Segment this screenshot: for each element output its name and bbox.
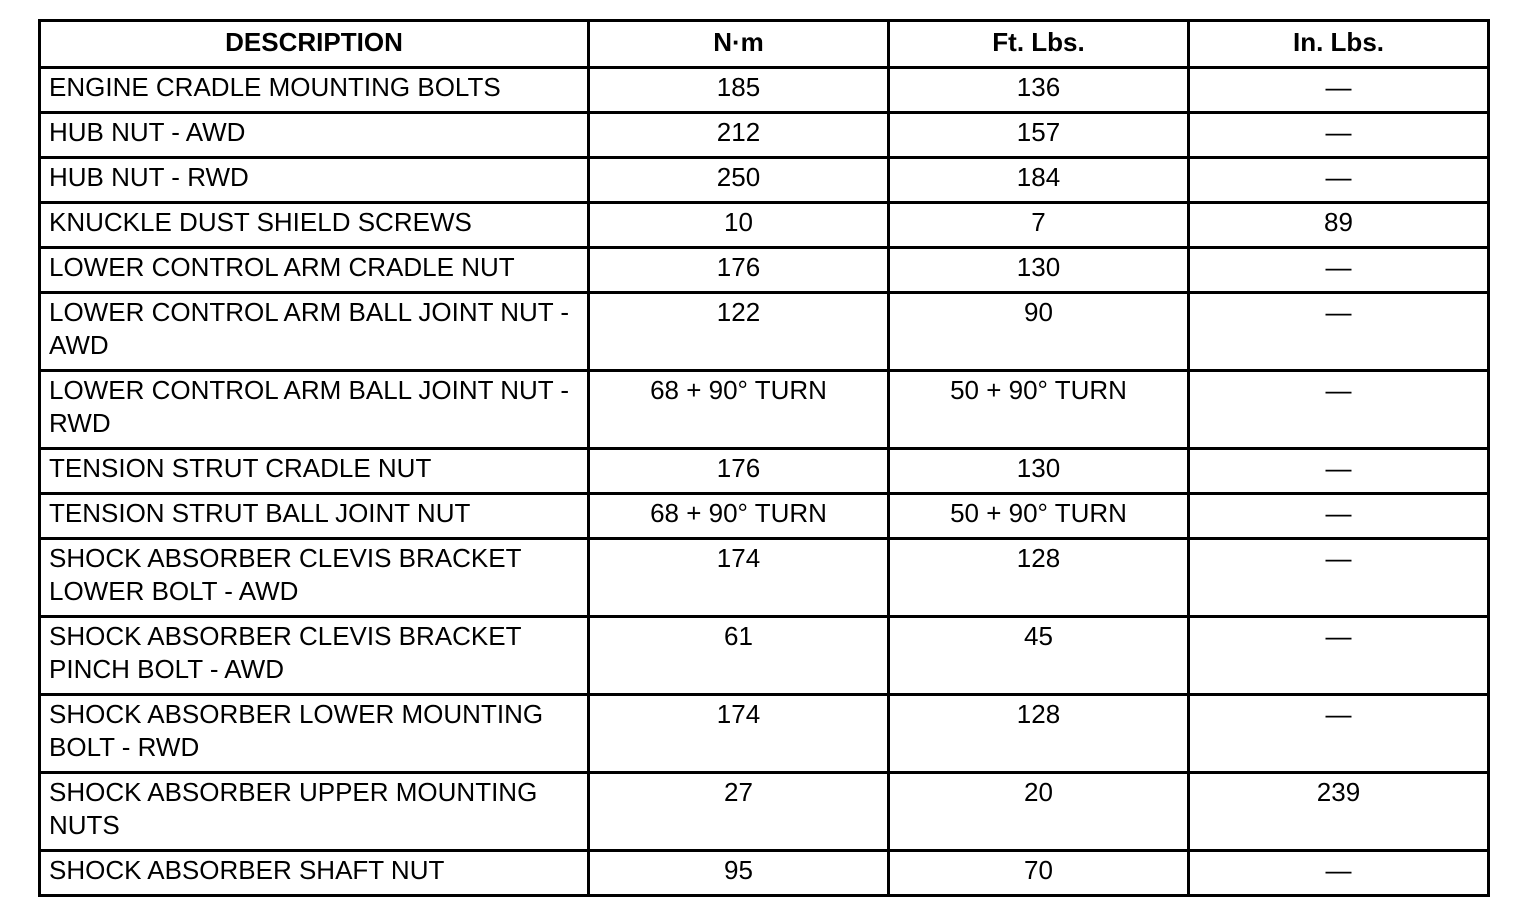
cell-description: TENSION STRUT CRADLE NUT [40, 449, 589, 494]
cell-ft-lbs: 50 + 90° TURN [889, 371, 1189, 449]
cell-description: HUB NUT - RWD [40, 158, 589, 203]
table-row [40, 773, 1489, 851]
cell-ft-lbs: 130 [889, 449, 1189, 494]
cell-in-lbs: — [1189, 293, 1489, 371]
table-row [40, 539, 1489, 617]
cell-in-lbs: — [1189, 248, 1489, 293]
cell-in-lbs: — [1189, 539, 1489, 617]
table-row [40, 203, 1489, 248]
cell-nm: 174 [589, 695, 889, 773]
cell-description: SHOCK ABSORBER UPPER MOUNTING NUTS [40, 773, 589, 851]
table-row [40, 248, 1489, 293]
table-row [40, 851, 1489, 896]
cell-in-lbs: — [1189, 695, 1489, 773]
cell-description: TENSION STRUT BALL JOINT NUT [40, 494, 589, 539]
table-row [40, 695, 1489, 773]
table-row [40, 371, 1489, 449]
cell-ft-lbs: 136 [889, 68, 1189, 113]
cell-ft-lbs: 7 [889, 203, 1189, 248]
table-row [40, 158, 1489, 203]
cell-nm: 185 [589, 68, 889, 113]
cell-nm: 68 + 90° TURN [589, 494, 889, 539]
cell-description: LOWER CONTROL ARM CRADLE NUT [40, 248, 589, 293]
cell-ft-lbs: 70 [889, 851, 1189, 896]
cell-in-lbs: — [1189, 851, 1489, 896]
table-row [40, 113, 1489, 158]
cell-description: LOWER CONTROL ARM BALL JOINT NUT - AWD [40, 293, 589, 371]
cell-ft-lbs: 128 [889, 695, 1189, 773]
cell-ft-lbs: 128 [889, 539, 1189, 617]
header-in-lbs: In. Lbs. [1189, 21, 1489, 68]
cell-in-lbs: — [1189, 68, 1489, 113]
cell-in-lbs: — [1189, 371, 1489, 449]
cell-description: ENGINE CRADLE MOUNTING BOLTS [40, 68, 589, 113]
cell-in-lbs: — [1189, 449, 1489, 494]
cell-description: SHOCK ABSORBER CLEVIS BRACKET LOWER BOLT - AWD [40, 539, 589, 617]
cell-ft-lbs: 130 [889, 248, 1189, 293]
cell-nm: 10 [589, 203, 889, 248]
cell-nm: 95 [589, 851, 889, 896]
cell-nm: 176 [589, 248, 889, 293]
cell-description: HUB NUT - AWD [40, 113, 589, 158]
cell-nm: 61 [589, 617, 889, 695]
table-header [40, 21, 1489, 68]
cell-description: SHOCK ABSORBER LOWER MOUNTING BOLT - RWD [40, 695, 589, 773]
table-row [40, 494, 1489, 539]
table-row [40, 617, 1489, 695]
cell-nm: 176 [589, 449, 889, 494]
cell-in-lbs: — [1189, 617, 1489, 695]
cell-nm: 27 [589, 773, 889, 851]
header-ft-lbs: Ft. Lbs. [889, 21, 1189, 68]
cell-nm: 174 [589, 539, 889, 617]
cell-in-lbs: — [1189, 158, 1489, 203]
cell-description: LOWER CONTROL ARM BALL JOINT NUT - RWD [40, 371, 589, 449]
cell-ft-lbs: 50 + 90° TURN [889, 494, 1189, 539]
torque-specifications-table [38, 19, 1490, 897]
cell-in-lbs: 89 [1189, 203, 1489, 248]
cell-in-lbs: — [1189, 494, 1489, 539]
header-row [40, 21, 1489, 68]
table-row [40, 68, 1489, 113]
cell-description: SHOCK ABSORBER SHAFT NUT [40, 851, 589, 896]
table-row [40, 449, 1489, 494]
header-description: DESCRIPTION [40, 21, 589, 68]
cell-nm: 212 [589, 113, 889, 158]
cell-ft-lbs: 20 [889, 773, 1189, 851]
cell-nm: 250 [589, 158, 889, 203]
cell-ft-lbs: 157 [889, 113, 1189, 158]
header-nm: N·m [589, 21, 889, 68]
table-row [40, 293, 1489, 371]
cell-in-lbs: 239 [1189, 773, 1489, 851]
cell-ft-lbs: 184 [889, 158, 1189, 203]
cell-in-lbs: — [1189, 113, 1489, 158]
table-body [40, 68, 1489, 896]
cell-description: SHOCK ABSORBER CLEVIS BRACKET PINCH BOLT - AWD [40, 617, 589, 695]
cell-description: KNUCKLE DUST SHIELD SCREWS [40, 203, 589, 248]
cell-nm: 68 + 90° TURN [589, 371, 889, 449]
cell-ft-lbs: 90 [889, 293, 1189, 371]
cell-ft-lbs: 45 [889, 617, 1189, 695]
cell-nm: 122 [589, 293, 889, 371]
